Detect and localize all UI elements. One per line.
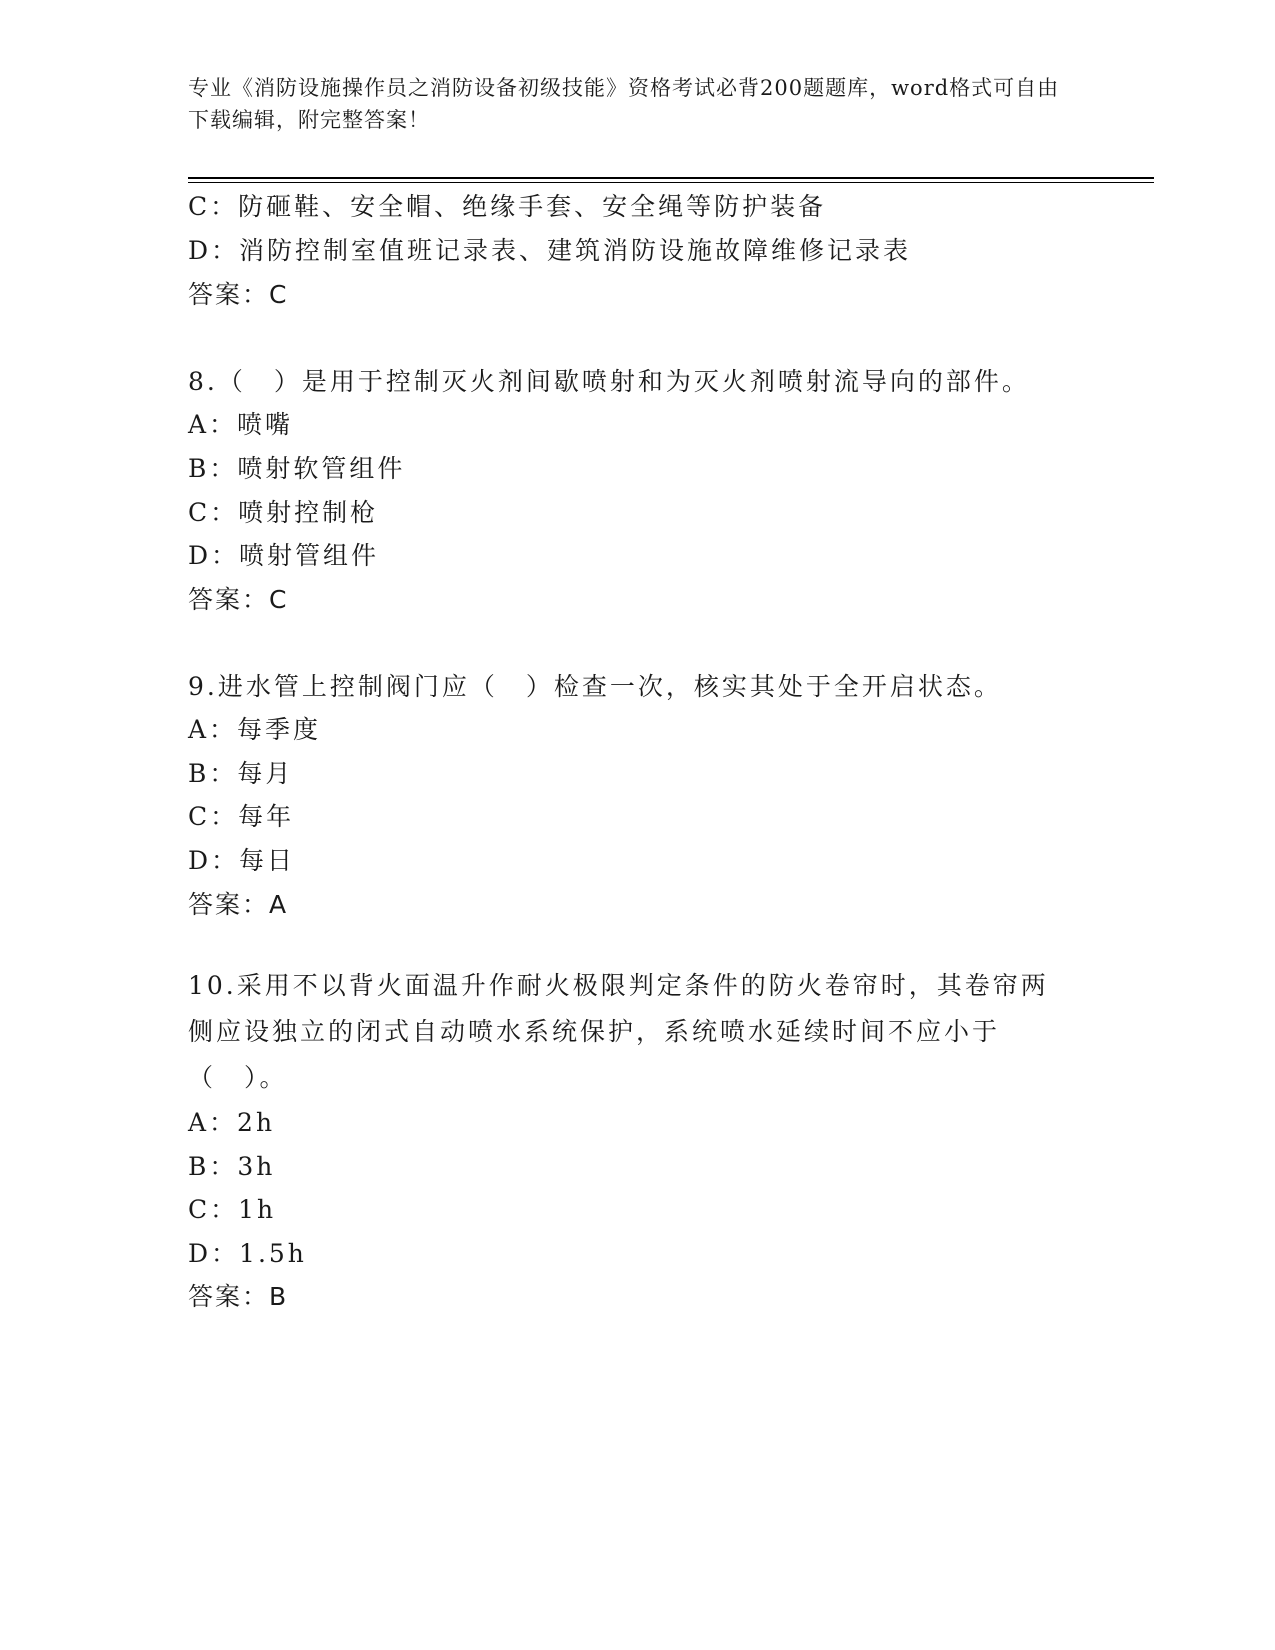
header-divider-thin: [188, 182, 1154, 183]
q10-option-c: C：1h: [188, 1195, 277, 1224]
q7-option-c: C：防砸鞋、安全帽、绝缘手套、安全绳等防护装备: [188, 192, 827, 221]
document-title: 专业《消防设施操作员之消防设备初级技能》资格考试必背200题题库，word格式可自由下载编辑，附完整答案！: [188, 76, 1060, 132]
q8-option-a: A：喷嘴: [188, 410, 294, 439]
q9-option-d: D：每日: [188, 846, 296, 875]
q9-answer: 答案：A: [188, 890, 289, 919]
q10-question: 10.采用不以背火面温升作耐火极限判定条件的防火卷帘时，其卷帘两侧应设独立的闭式自动喷水系统保护，系统喷水延续时间不应小于（ ）。: [188, 971, 1049, 1092]
q10-option-b: B：3h: [188, 1152, 276, 1181]
q10-option-d: D：1.5h: [188, 1239, 307, 1268]
q10-option-a: A：2h: [188, 1108, 276, 1137]
q7-option-d: D：消防控制室值班记录表、建筑消防设施故障维修记录表: [188, 236, 912, 265]
q9-option-b: B：每月: [188, 759, 294, 788]
q9-option-a: A：每季度: [188, 715, 322, 744]
q8-answer: 答案：C: [188, 585, 289, 614]
header-divider-thick: [188, 177, 1154, 179]
q8-question: 8.（ ）是用于控制灭火剂间歇喷射和为灭火剂喷射流导向的部件。: [188, 367, 1030, 396]
q9-option-c: C：每年: [188, 802, 295, 831]
q8-option-c: C：喷射控制枪: [188, 498, 379, 527]
q9-question: 9.进水管上控制阀门应（ ）检查一次，核实其处于全开启状态。: [188, 672, 1002, 701]
q10-answer: 答案：B: [188, 1282, 289, 1311]
q8-option-d: D：喷射管组件: [188, 541, 380, 570]
q7-answer: 答案：C: [188, 280, 289, 309]
q8-option-b: B：喷射软管组件: [188, 454, 406, 483]
